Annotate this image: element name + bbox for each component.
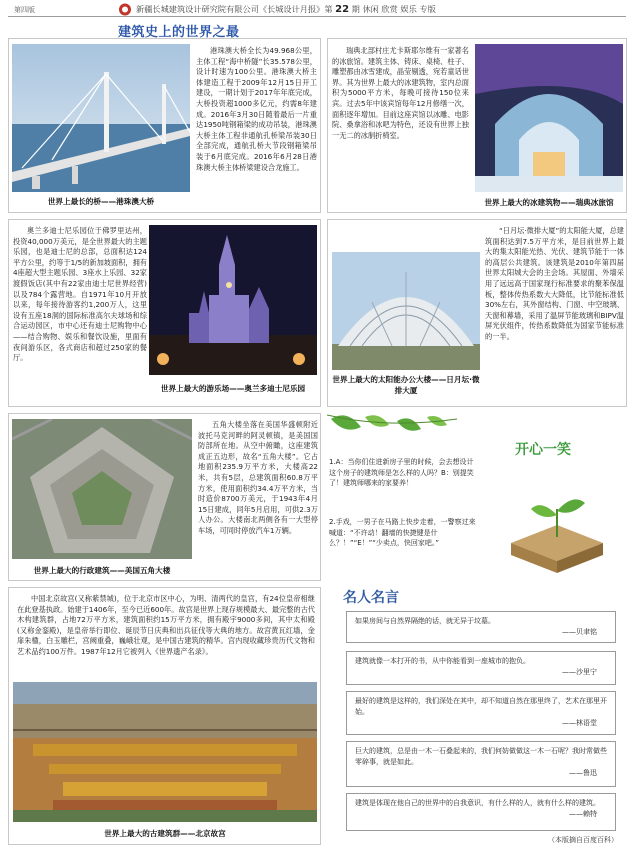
quotes-title: 名人名言: [343, 590, 399, 606]
quote-2-text: 建筑就像一本打开的书，从中你能看到一座城市的抱负。: [355, 657, 530, 665]
quote-4: [346, 741, 616, 787]
forbidden-city-caption: 世界上最大的古建筑群——北京故宫: [104, 829, 226, 838]
forbidden-city-photo: [13, 682, 317, 822]
solar-photo: [332, 252, 480, 370]
quote-3-author: ——林语堂: [562, 719, 597, 727]
masthead: [136, 4, 436, 15]
forbidden-city-text: 中国北京故宫(又称紫禁城)，位于北京市区中心，为明、清两代的皇宫，有24位皇帝相继在此登基执政。始建于1406年，至今已近600年。故宫是世界上现存规模最大、最完整的古代木构建筑群，占地72万平方米，建筑面积约15万平方米，拥有殿宇9000多间，其中太和殿(又称金銮殿)，是皇帝举行即位、诞辰节日庆典和出兵征伐等大典的地方。故宫黄瓦红墙，金扉朱楹，白玉雕栏，宫阙重叠，巍峨壮观，是中国古建筑的精华。宫内现收藏珍贵历代文物和艺术品约100万件。1987年12月它被列入《世界遗产名录》。: [17, 594, 315, 656]
quote-1: [346, 611, 616, 643]
quote-5-author: ——赖特: [569, 810, 597, 818]
bridge-caption: 世界上最长的桥——港珠澳大桥: [47, 197, 155, 206]
humor-joke-2: 2.手戏，一男子在马路上快步走着，一警察过来喊道：“不许动！翻墙的快捷键是什么？！”“E！”“少卖点，快回家吧。”: [329, 518, 476, 547]
header-bar: [8, 3, 626, 17]
quote-5-text: 建筑是体现在他自己的世界中的自我意识，有什么样的人，就有什么样的建筑。: [355, 799, 600, 807]
pentagon-photo: [12, 419, 192, 559]
issue-number: 22: [335, 4, 350, 15]
ice-hotel-text: 瑞典北部村庄尤卡斯耶尔维有一家著名的冰旅馆。建筑主体、铸床、桌椅、柱子、雕塑都由冰雪建成，晶莹剔透，宛若童话世界。其为世界上最大的冰建筑物，室内总面积为5000平方米，每晚可接待150位来宾。过去5年中该宾馆每年12月修缮一次，面积逐年增加。目前这座宾馆以冰雕、电影院、桑拿浴和冰吧为特色，还设有世界上独一无二的冰制折椅室。: [332, 46, 469, 140]
disney-text: 奥兰多迪士尼乐园位于佛罗里达州，投资40,000万美元，是全世界最大的主题乐园，也是迪士尼的总部，总面积达124平方公里，约等于1/5的新加坡面积，拥有4座超大型主题乐园、3座水上乐园、32家渡假饭店(其中有22家由迪士尼世界经营)以及784个露营地。自1971年10月开放以来，每年接待游客约1,200万人，这里设有五座18洞的国际标准高尔夫球场和综合运动园区，市中心还有迪士尼购物中心——结合购物、娱乐和餐饮设施，里面有夜间游乐区，各式商店和超过250家的餐厅。: [13, 226, 147, 363]
humor-panel: [327, 413, 627, 581]
humor-joke-1: 1.A：当你们住进新房子里的时候，会去想设计这个房子的建筑师是怎么样的人吗？B：别提笑了！建筑师哪来的家要养！: [329, 458, 474, 487]
disney-caption: 世界上最大的游乐场——奥兰多迪士尼乐园: [160, 384, 306, 393]
quote-3-text: 最好的建筑是这样的，我们深处在其中，却不知道自然在那里终了，艺术在那里开始。: [355, 697, 607, 716]
bridge-photo: [12, 44, 190, 192]
quote-4-author: ——鲁迅: [569, 769, 597, 777]
pentagon-text: 五角大楼坐落在美国华盛顿附近波托马克河畔的阿灵顿镇，是美国国防部所在地。从空中俯瞰，这座建筑成正五边形，故名“五角大楼”。它占地面积235.9万平方米，大楼高22米，共有5层，总建筑面积60.8万平方米，使用面积约34.4万平方米，当时造价8700万美元，于1943年4月15日建成，同年5月启用，可供2.3万人办公。大楼南北两侧各有一大型停车场，可同时停放汽车1万辆。: [198, 420, 318, 535]
forbidden-city-article: [8, 587, 321, 845]
pentagon-caption: 世界上最大的行政建筑——美国五角大楼: [33, 566, 171, 575]
solar-caption: 世界上最大的太阳能办公大楼——日月坛·微排大厦: [332, 375, 480, 395]
footer-note: （本版摘自百度百科）: [548, 836, 618, 844]
quote-3: [346, 691, 616, 735]
masthead-logo-icon: [118, 3, 132, 16]
quote-1-author: ——贝聿铭: [562, 628, 597, 636]
ice-hotel-article: [327, 38, 627, 213]
solar-text: “日月坛·微排大厦”的太阳能大厦，总建筑面积达到7.5万平方米，是目前世界上最大的集太阳能光热、光伏、建筑节能于一体的高层公共建筑。该建筑是2010年第四届世界太阳城大会的主会场。其屋面、外墙采用了远远高于国家现行标准要求的聚苯保温板，整体传热系数大大降低，比节能标准低30%左右，其外窗结构、门窗、中空玻璃、天窗和幕墙，采用了温屏节能玻璃和BIPV温屏光伏组件，传热系数降低为国家节能标准的一半。: [485, 226, 624, 341]
solar-article: [327, 219, 627, 407]
bridge-text: 港珠澳大桥全长为49.968公里，主体工程“海中桥隧”长35.578公里，设计时速为100公里。港珠澳大桥主体建造工程于2009年12月15日开工建设，一期计划于2017年年底完成，大桥投资超1000多亿元，约需8年建成。2016年3月30日随着最后一片重达1950吨钢箱梁的成功吊装，港珠澳大桥主体工程非通航孔桥梁吊装30日全部完成，通航孔桥大节段钢箱梁吊装于6月底完成。2016年6月28日港珠澳大桥主体桥梁建设合龙施工。: [196, 46, 317, 172]
humor-title: 开心一笑: [515, 442, 571, 458]
quote-5: [346, 793, 616, 831]
leaf-icon: [327, 413, 477, 453]
bridge-article: [8, 38, 321, 213]
plant-icon: [491, 463, 623, 575]
masthead-text: 新疆长城建筑设计研究院有限公司《长城设计月报》第: [136, 4, 333, 14]
masthead-tail: 期 休闲 欣赏 娱乐 专版: [351, 4, 436, 14]
page-label: 第四版: [14, 6, 35, 14]
ice-hotel-caption: 世界上最大的冰建筑物——瑞典冰旅馆: [484, 198, 614, 207]
quote-1-text: 如果房间与自然界隔绝的话，就无异于坟墓。: [355, 617, 495, 625]
quote-4-text: 巨大的建筑，总是由一木一石叠起来的，我们何妨做做这一木一石呢？我时常做些零碎事，就是如此。: [355, 747, 607, 766]
section-title: 建筑史上的世界之最: [118, 25, 240, 40]
disney-article: [8, 219, 321, 407]
pentagon-article: [8, 413, 321, 581]
disney-photo: [149, 225, 317, 375]
quote-2: [346, 651, 616, 685]
quote-2-author: ——沙里宁: [562, 668, 597, 676]
ice-hotel-photo: [475, 44, 623, 192]
